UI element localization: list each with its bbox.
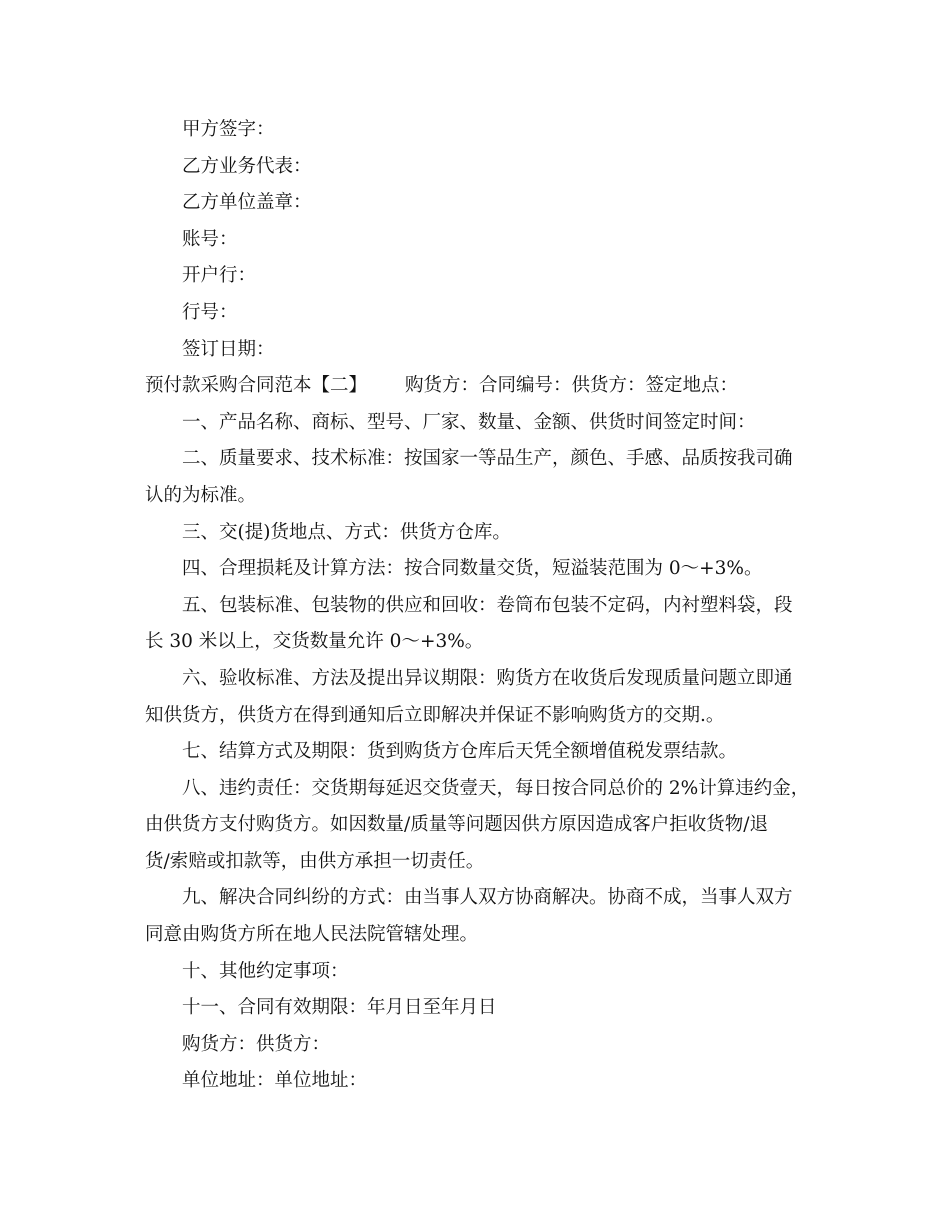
clause-10: 十、其他约定事项： xyxy=(182,960,349,982)
clause-11: 十一、合同有效期限：年月日至年月日 xyxy=(182,997,497,1019)
clause-8: 八、违约责任：交货期每延迟交货壹天，每日按合同总价的 2%计算违约金， xyxy=(182,777,810,799)
clause-5: 五、包装标准、包装物的供应和回收：卷筒布包装不定码，内衬塑料袋，段 xyxy=(182,594,793,616)
clause-9-cont: 同意由购货方所在地人民法院管辖处理。 xyxy=(145,924,479,946)
clause-5-cont: 长 30 米以上，交货数量允许 0～+3%。 xyxy=(145,631,484,653)
contract-title: 预付款采购合同范本【二】 xyxy=(145,375,368,397)
signature-line: 乙方业务代表： xyxy=(182,155,312,177)
clause-8-cont: 货/索赔或扣款等，由供方承担一切责任。 xyxy=(145,850,485,872)
contract-parties: 购货方：合同编号：供货方：签定地点： xyxy=(405,375,739,397)
contract-title-row xyxy=(145,368,810,405)
clause-2-cont: 认的为标准。 xyxy=(145,484,257,506)
signature-line: 账号： xyxy=(182,228,238,250)
signature-line: 行号： xyxy=(182,301,238,323)
signature-line: 开户行： xyxy=(182,265,257,287)
document-page xyxy=(145,112,810,1100)
footer-parties: 购货方：供货方： xyxy=(182,1033,331,1055)
clause-2: 二、质量要求、技术标准：按国家一等品生产，颜色、手感、品质按我司确 xyxy=(182,448,793,470)
signature-line: 甲方签字： xyxy=(182,119,275,140)
clause-1: 一、产品名称、商标、型号、厂家、数量、金额、供货时间签定时间： xyxy=(182,411,756,433)
clause-7: 七、结算方式及期限：货到购货方仓库后天凭全额增值税发票结款。 xyxy=(182,741,738,763)
clause-3: 三、交(提)货地点、方式：供货方仓库。 xyxy=(182,521,511,543)
clause-9: 九、解决合同纠纷的方式：由当事人双方协商解决。协商不成，当事人双方 xyxy=(182,887,793,909)
signature-line: 乙方单位盖章： xyxy=(182,192,312,214)
signature-line: 签订日期： xyxy=(182,338,275,360)
clause-4: 四、合理损耗及计算方法：按合同数量交货，短溢装范围为 0～+3%。 xyxy=(182,558,763,580)
clause-6-cont: 知供货方，供货方在得到通知后立即解决并保证不影响购货方的交期.。 xyxy=(145,704,725,726)
footer-address: 单位地址：单位地址： xyxy=(182,1070,368,1092)
clause-6: 六、验收标准、方法及提出异议期限：购货方在收货后发现质量问题立即通 xyxy=(182,667,793,689)
clause-8-cont: 由供货方支付购货方。如因数量/质量等问题因供方原因造成客户拒收货物/退 xyxy=(145,814,768,836)
